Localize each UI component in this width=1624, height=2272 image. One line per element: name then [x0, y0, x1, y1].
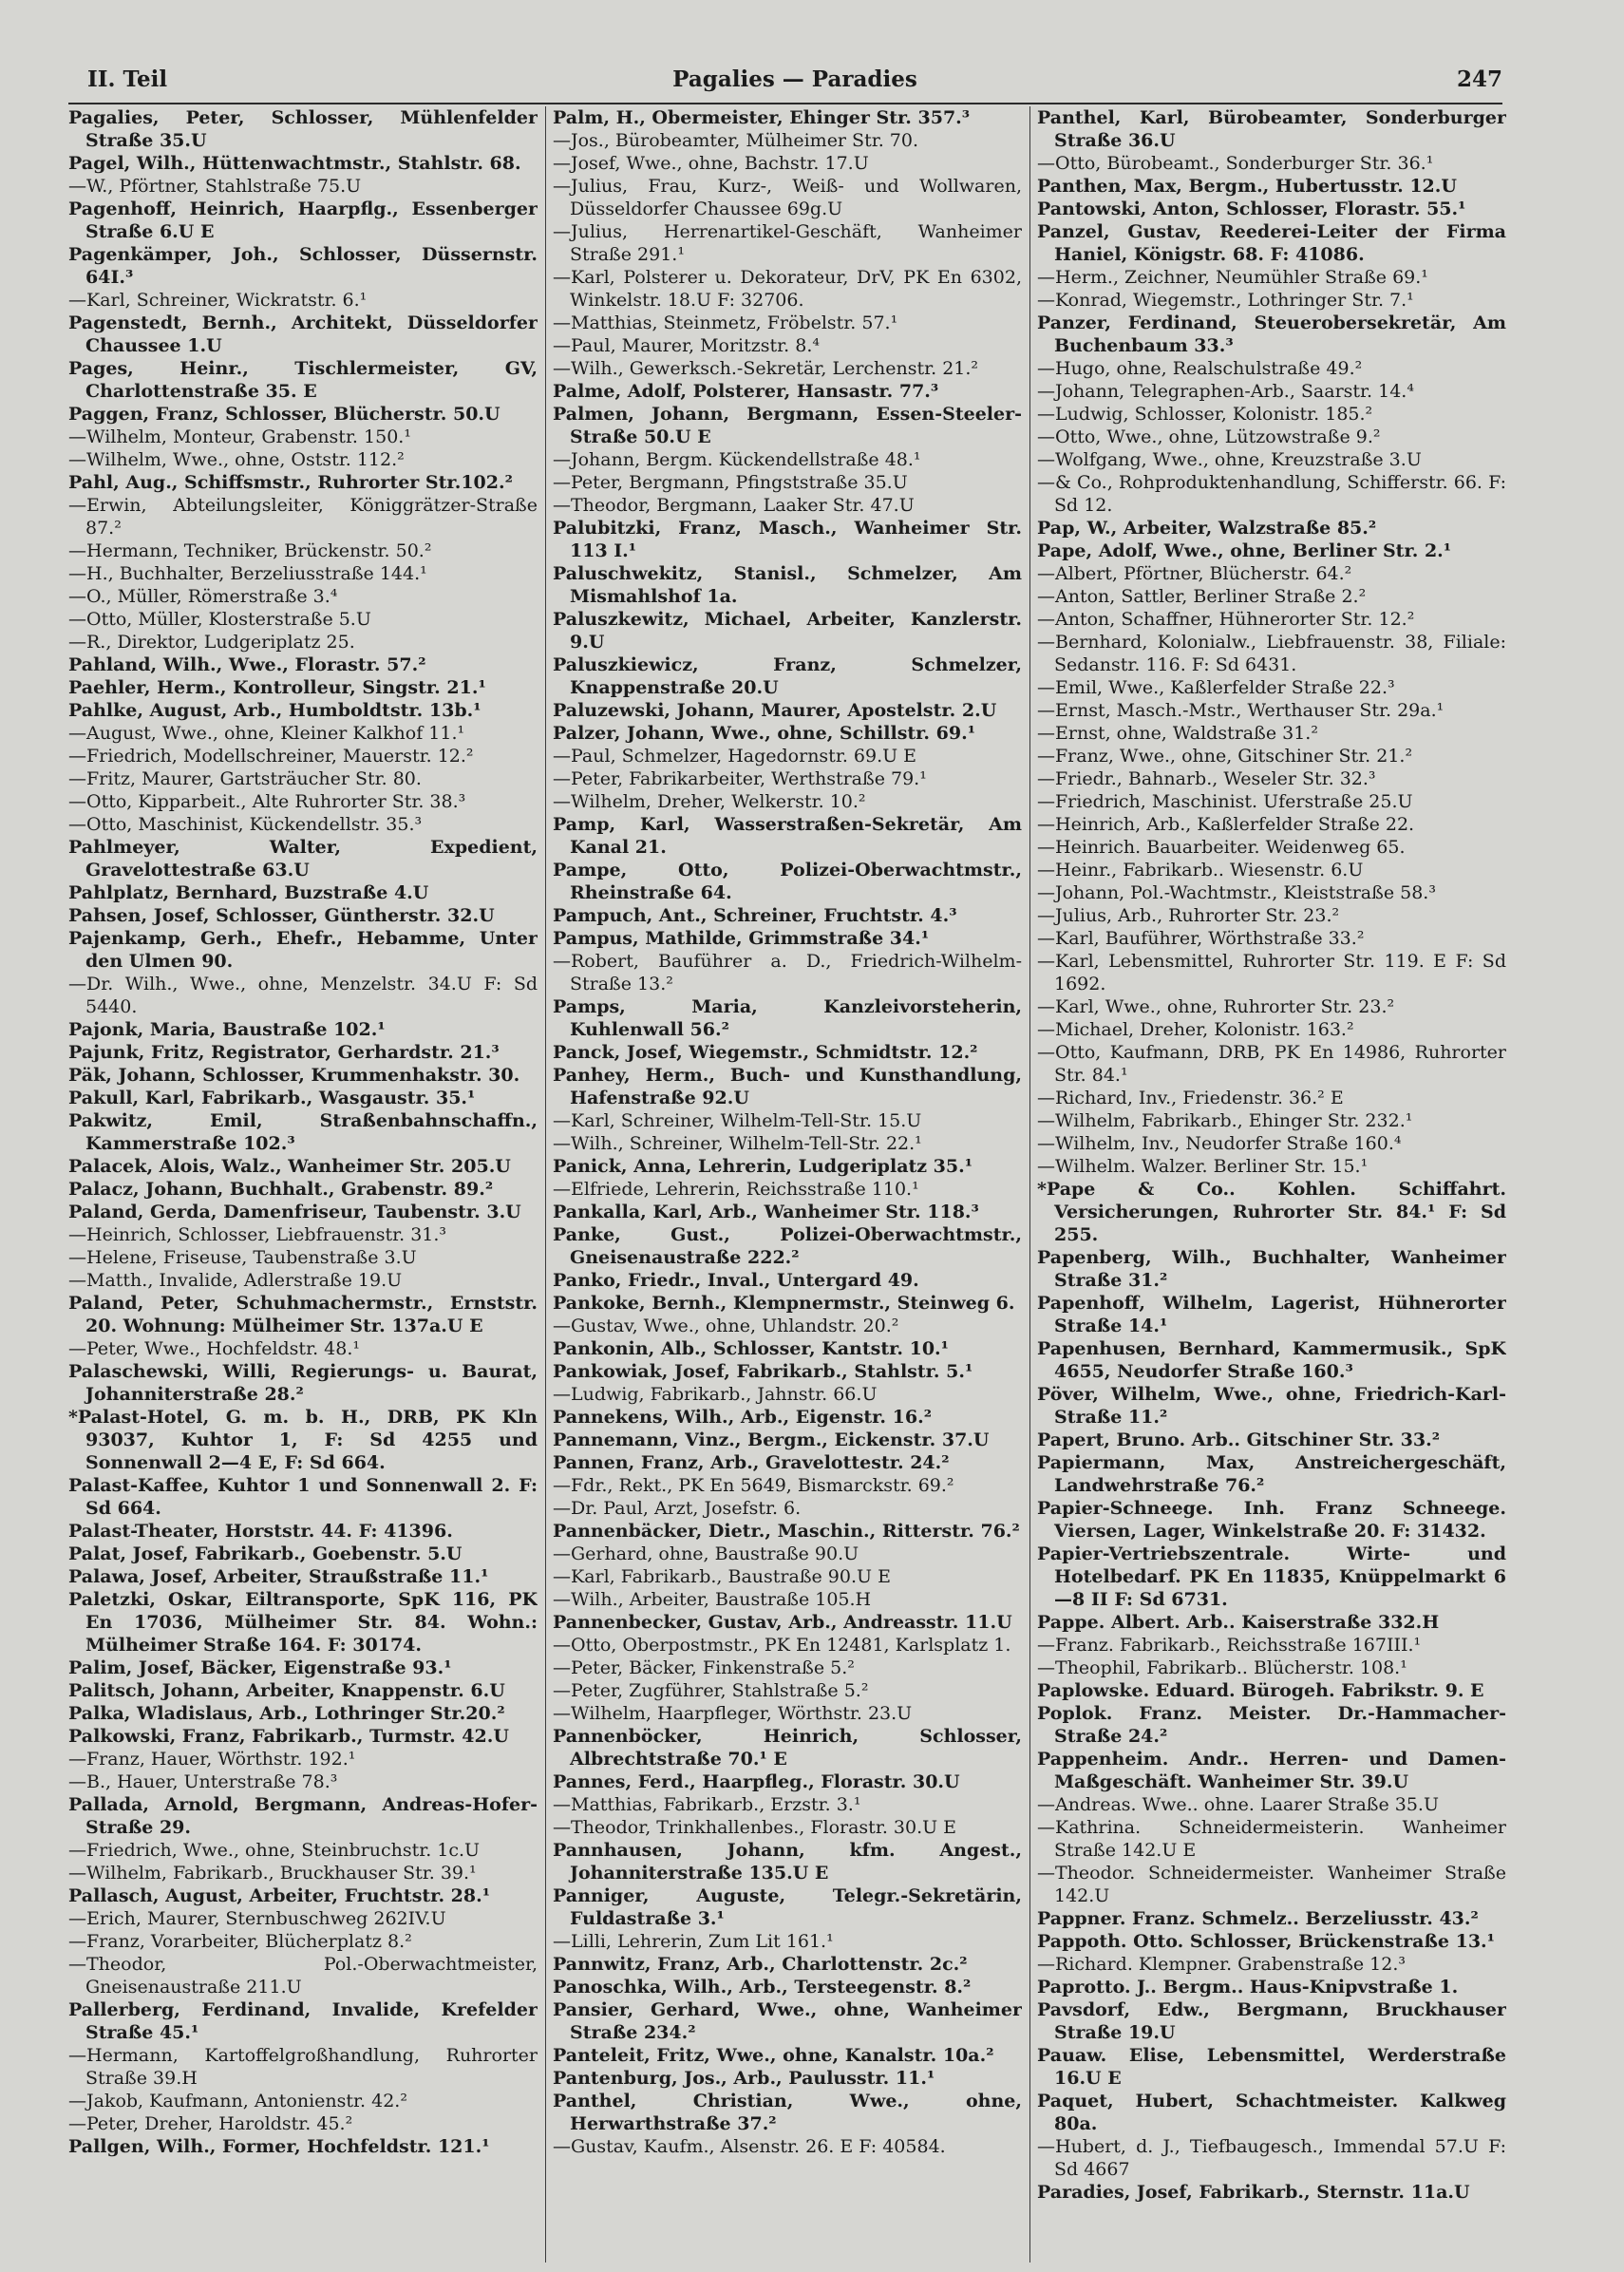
directory-entry: —Hugo, ohne, Realschulstraße 49.² [1037, 358, 1363, 379]
directory-entry: Pape, Adolf, Wwe., ohne, Berliner Str. 2.¹ [1037, 540, 1452, 561]
directory-entry: —Fritz, Maurer, Gartsträucher Str. 80. [68, 768, 422, 789]
directory-entry: Pappner. Franz. Schmelz.. Berzeliusstr. 43.² [1037, 1908, 1479, 1929]
directory-entry: —Matth., Invalide, Adlerstraße 19.U [68, 1270, 403, 1291]
directory-entry: —Johann, Pol.-Wachtmstr., Kleiststraße 58.³ [1037, 882, 1436, 903]
directory-entry: Pavsdorf, Edw., Bergmann, Bruckhauser Straße 19.U [1037, 1999, 1506, 2043]
directory-entry: Palitsch, Johann, Arbeiter, Knappenstr. 6.U [68, 1680, 505, 1701]
directory-entry: Panthen, Max, Bergm., Hubertusstr. 12.U [1037, 176, 1457, 197]
directory-entry: —Wilhelm, Fabrikarb., Ehinger Str. 232.¹ [1037, 1110, 1413, 1131]
directory-entry: —Helene, Friseuse, Taubenstraße 3.U [68, 1247, 417, 1268]
directory-entry: —Otto, Müller, Klosterstraße 5.U [68, 609, 371, 630]
column-2 [553, 106, 1022, 2263]
directory-entry: Palast-Theater, Horststr. 44. F: 41396. [68, 1521, 453, 1542]
directory-entry: Panzer, Ferdinand, Steuerobersekretär, Am Buchenbaum 33.³ [1037, 312, 1506, 356]
directory-entry: Pagalies, Peter, Schlosser, Mühlenfelder Straße 35.U [68, 107, 538, 151]
directory-entry: Palim, Josef, Bäcker, Eigenstraße 93.¹ [68, 1657, 452, 1678]
directory-entry: Pampe, Otto, Polizei-Oberwachtmstr., Rheinstraße 64. [553, 860, 1022, 903]
directory-entry: —Johann, Telegraphen-Arb., Saarstr. 14.⁴ [1037, 381, 1414, 402]
directory-entry: Panke, Gust., Polizei-Oberwachtmstr., Gneisenaustraße 222.² [553, 1224, 1022, 1268]
directory-entry: —Wilh., Gewerksch.-Sekretär, Lerchenstr. 21.² [553, 358, 979, 379]
directory-entry: Paluzewski, Johann, Maurer, Apostelstr. 2.U [553, 700, 997, 721]
directory-entry: Paletzki, Oskar, Eiltransporte, SpK 116, PK En 17036, Mülheimer Str. 84. Wohn.: Mülheimer Straße 164. F: 30174. [68, 1589, 538, 1656]
directory-entry: Papiermann, Max, Anstreichergeschäft, Landwehrstraße 76.² [1037, 1452, 1506, 1496]
directory-entry: —Richard, Inv., Friedenstr. 36.² E [1037, 1088, 1344, 1108]
directory-entry: —Gustav, Wwe., ohne, Uhlandstr. 20.² [553, 1316, 899, 1336]
directory-entry: —Josef, Wwe., ohne, Bachstr. 17.U [553, 153, 869, 174]
directory-entry: —Albert, Pförtner, Blücherstr. 64.² [1037, 563, 1352, 584]
directory-entry: —Erich, Maurer, Sternbuschweg 262IV.U [68, 1908, 446, 1929]
directory-entry: —Elfriede, Lehrerin, Reichsstraße 110.¹ [553, 1179, 919, 1200]
directory-entry: —Wilhelm, Inv., Neudorfer Straße 160.⁴ [1037, 1133, 1402, 1154]
directory-entry: Panniger, Auguste, Telegr.-Sekretärin, Fuldastraße 3.¹ [553, 1885, 1022, 1929]
directory-entry: Paluszkewitz, Michael, Arbeiter, Kanzlerstr. 9.U [553, 609, 1022, 653]
directory-entry: —Otto, Maschinist, Kückendellstr. 35.³ [68, 814, 423, 835]
directory-entry: Panzel, Gustav, Reederei-Leiter der Firma Haniel, Königstr. 68. F: 41086. [1037, 221, 1506, 265]
directory-entry: —Richard. Klempner. Grabenstraße 12.³ [1037, 1954, 1406, 1975]
directory-entry: Päk, Johann, Schlosser, Krummenhakstr. 30. [68, 1065, 520, 1086]
directory-entry: Pagenkämper, Joh., Schlosser, Düssernstr. 64I.³ [68, 244, 538, 288]
directory-entry: —Theodor, Bergmann, Laaker Str. 47.U [553, 495, 915, 516]
directory-entry: —Hermann, Techniker, Brückenstr. 50.² [68, 540, 432, 561]
directory-entry: —Peter, Fabrikarbeiter, Werthstraße 79.¹ [553, 768, 927, 789]
directory-entry: Pampuch, Ant., Schreiner, Fruchtstr. 4.³ [553, 905, 957, 926]
directory-entry: Pages, Heinr., Tischlermeister, GV, Charlottenstraße 35. E [68, 358, 538, 402]
directory-entry: —Franz. Fabrikarb., Reichsstraße 167III.¹ [1037, 1635, 1422, 1656]
directory-entry: —Friedrich, Maschinist. Uferstraße 25.U [1037, 791, 1413, 812]
directory-entry: Papert, Bruno. Arb.. Gitschiner Str. 33.² [1037, 1429, 1441, 1450]
directory-entry: —Matthias, Steinmetz, Fröbelstr. 57.¹ [553, 312, 898, 333]
directory-entry: —Wilh., Schreiner, Wilhelm-Tell-Str. 22.¹ [553, 1133, 922, 1154]
directory-entry: —Julius, Frau, Kurz-, Weiß- und Wollwaren, Düsseldorfer Chaussee 69g.U [553, 176, 1022, 219]
directory-entry: —Konrad, Wiegemstr., Lothringer Str. 7.¹ [1037, 290, 1414, 311]
directory-entry: Paggen, Franz, Schlosser, Blücherstr. 50.U [68, 404, 500, 425]
directory-entry: —Anton, Sattler, Berliner Straße 2.² [1037, 586, 1367, 607]
directory-entry: —Fdr., Rekt., PK En 5649, Bismarckstr. 69.² [553, 1475, 954, 1496]
page-header [87, 63, 1502, 101]
directory-entry: Pankowiak, Josef, Fabrikarb., Stahlstr. 5.¹ [553, 1361, 973, 1382]
directory-entry: —Friedr., Bahnarb., Weseler Str. 32.³ [1037, 768, 1376, 789]
directory-entry: Panthel, Christian, Wwe., ohne, Herwarthstraße 37.² [553, 2091, 1022, 2134]
directory-entry: Palmen, Johann, Bergmann, Essen-Steeler-Straße 50.U E [553, 404, 1022, 447]
directory-entry: —Andreas. Wwe.. ohne. Laarer Straße 35.U [1037, 1794, 1439, 1815]
directory-entry: —Karl, Wwe., ohne, Ruhrorter Str. 23.² [1037, 996, 1395, 1017]
directory-entry: Pampus, Mathilde, Grimmstraße 34.¹ [553, 928, 930, 949]
directory-entry: Papier-Vertriebszentrale. Wirte- und Hotelbedarf. PK En 11835, Knüppelmarkt 6—8 II F: Sd 6731. [1037, 1543, 1506, 1610]
directory-entry: —Wilhelm, Haarpfleger, Wörthstr. 23.U [553, 1703, 913, 1724]
directory-entry: Palme, Adolf, Polsterer, Hansastr. 77.³ [553, 381, 939, 402]
directory-entry: Pöver, Wilhelm, Wwe., ohne, Friedrich-Karl-Straße 11.² [1037, 1384, 1506, 1428]
directory-entry: Pansier, Gerhard, Wwe., ohne, Wanheimer Straße 234.² [553, 1999, 1022, 2043]
directory-entry: —Paul, Schmelzer, Hagedornstr. 69.U E [553, 746, 917, 767]
directory-entry: —Jakob, Kaufmann, Antonienstr. 42.² [68, 2091, 407, 2111]
directory-entry: —Wilh., Arbeiter, Baustraße 105.H [553, 1589, 872, 1610]
directory-entry: Pagel, Wilh., Hüttenwachtmstr., Stahlstr. 68. [68, 153, 521, 174]
directory-entry: *Pape & Co.. Kohlen. Schiffahrt. Versicherungen, Ruhrorter Str. 84.¹ F: Sd 255. [1037, 1179, 1506, 1245]
directory-entry: Palacz, Johann, Buchhalt., Grabenstr. 89.² [68, 1179, 494, 1200]
directory-entry: —Peter, Zugführer, Stahlstraße 5.² [553, 1680, 869, 1701]
directory-entry: —Anton, Schaffner, Hühnerorter Str. 12.² [1037, 609, 1415, 630]
directory-entry: —Otto, Bürobeamt., Sonderburger Str. 36.¹ [1037, 153, 1434, 174]
directory-entry: Palawa, Josef, Arbeiter, Straußstraße 11.¹ [68, 1566, 489, 1587]
directory-entry: —H., Buchhalter, Berzeliusstraße 144.¹ [68, 563, 427, 584]
directory-entry: —Friedrich, Wwe., ohne, Steinbruchstr. 1c.U [68, 1840, 481, 1861]
directory-entry: —Peter, Bergmann, Pfingststraße 35.U [553, 472, 908, 493]
directory-entry: Pankoke, Bernh., Klempnermstr., Steinweg 6. [553, 1293, 1015, 1314]
directory-entry: Pahlke, August, Arb., Humboldtstr. 13b.¹ [68, 700, 482, 721]
directory-entry: Pamps, Maria, Kanzleivorsteherin, Kuhlenwall 56.² [553, 996, 1022, 1040]
directory-entry: —Wilhelm, Fabrikarb., Bruckhauser Str. 39.¹ [68, 1863, 477, 1884]
directory-entry: —W., Pförtner, Stahlstraße 75.U [68, 176, 362, 197]
directory-entry: Pallada, Arnold, Bergmann, Andreas-Hofer-Straße 29. [68, 1794, 538, 1838]
directory-entry: Panick, Anna, Lehrerin, Ludgeriplatz 35.¹ [553, 1156, 973, 1177]
directory-entry: Poplok. Franz. Meister. Dr.-Hammacher-Straße 24.² [1037, 1703, 1506, 1747]
directory-entry: Pantenburg, Jos., Arb., Paulusstr. 11.¹ [553, 2068, 935, 2089]
directory-entry: Panhey, Herm., Buch- und Kunsthandlung, Hafenstraße 92.U [553, 1065, 1022, 1108]
directory-entry: —Heinrich. Bauarbeiter. Weidenweg 65. [1037, 837, 1406, 858]
directory-entry: Papenhoff, Wilhelm, Lagerist, Hühnerorter Straße 14.¹ [1037, 1293, 1506, 1336]
directory-entry: Palzer, Johann, Wwe., ohne, Schillstr. 69.¹ [553, 723, 976, 744]
directory-entry: —Wilhelm, Wwe., ohne, Oststr. 112.² [68, 449, 405, 470]
directory-entry: Paradies, Josef, Fabrikarb., Sternstr. 11a.U [1037, 2182, 1470, 2203]
directory-entry: Paluszkiewicz, Franz, Schmelzer, Knappenstraße 20.U [553, 654, 1022, 698]
directory-entry: Palm, H., Obermeister, Ehinger Str. 357.³ [553, 107, 971, 128]
directory-entry: —Heinrich, Arb., Kaßlerfelder Straße 22. [1037, 814, 1415, 835]
directory-entry: —Otto, Kaufmann, DRB, PK En 14986, Ruhrorter Str. 84.¹ [1037, 1042, 1506, 1086]
directory-entry: Pagenstedt, Bernh., Architekt, Düsseldorfer Chaussee 1.U [68, 312, 538, 356]
directory-entry: —Dr. Paul, Arzt, Josefstr. 6. [553, 1498, 802, 1519]
directory-entry: —Theodor. Schneidermeister. Wanheimer Straße 142.U [1037, 1863, 1506, 1906]
directory-entry: Pahsen, Josef, Schlosser, Güntherstr. 32.U [68, 905, 495, 926]
directory-entry: —Wilhelm, Monteur, Grabenstr. 150.¹ [68, 426, 411, 447]
directory-entry: Panoschka, Wilh., Arb., Tersteegenstr. 8.² [553, 1977, 972, 1997]
directory-entry: Pankonin, Alb., Schlosser, Kantstr. 10.¹ [553, 1338, 949, 1359]
directory-entry: Pahl, Aug., Schiffsmstr., Ruhrorter Str.102.² [68, 472, 513, 493]
directory-entry: —Franz, Hauer, Wörthstr. 192.¹ [68, 1749, 356, 1770]
directory-entry: Paland, Peter, Schuhmachermstr., Ernststr. 20. Wohnung: Mülheimer Str. 137a.U E [68, 1293, 538, 1336]
directory-entry: —August, Wwe., ohne, Kleiner Kalkhof 11.¹ [68, 723, 465, 744]
directory-entry: *Palast-Hotel, G. m. b. H., DRB, PK Kln 93037, Kuhtor 1, F: Sd 4255 und Sonnenwall 2—4 E, F: Sd 664. [68, 1407, 538, 1473]
directory-entry: Palubitzki, Franz, Masch., Wanheimer Str. 113 I.¹ [553, 518, 1022, 561]
directory-entry: —R., Direktor, Ludgeriplatz 25. [68, 632, 355, 653]
directory-entry: Paehler, Herm., Kontrolleur, Singstr. 21.¹ [68, 677, 486, 698]
directory-entry: —Theodor, Trinkhallenbes., Florastr. 30.U E [553, 1817, 957, 1838]
directory-entry: —Paul, Maurer, Moritzstr. 8.⁴ [553, 335, 820, 356]
directory-entry: —Karl, Polsterer u. Dekorateur, DrV, PK En 6302, Winkelstr. 18.U F: 32706. [553, 267, 1022, 311]
directory-entry: Pankalla, Karl, Arb., Wanheimer Str. 118.³ [553, 1202, 979, 1222]
directory-entry: —Ludwig, Schlosser, Kolonistr. 185.² [1037, 404, 1373, 425]
directory-entry: Papenhusen, Bernhard, Kammermusik., SpK 4655, Neudorfer Straße 160.³ [1037, 1338, 1506, 1382]
directory-entry: Pap, W., Arbeiter, Walzstraße 85.² [1037, 518, 1377, 539]
directory-entry: —O., Müller, Römerstraße 3.⁴ [68, 586, 338, 607]
directory-entry: —Otto, Kipparbeit., Alte Ruhrorter Str. 38.³ [68, 791, 466, 812]
directory-entry: Pallasch, August, Arbeiter, Fruchtstr. 28.¹ [68, 1885, 491, 1906]
directory-entry: —Wilhelm, Dreher, Welkerstr. 10.² [553, 791, 866, 812]
directory-entry: Pappoth. Otto. Schlosser, Brückenstraße 13.¹ [1037, 1931, 1495, 1952]
directory-entry: Pajonk, Maria, Baustraße 102.¹ [68, 1019, 386, 1040]
directory-entry: Pahlplatz, Bernhard, Buzstraße 4.U [68, 882, 429, 903]
directory-entry: —Otto, Oberpostmstr., PK En 12481, Karlsplatz 1. [553, 1635, 1011, 1656]
directory-entry: Pakull, Karl, Fabrikarb., Wasgaustr. 35.¹ [68, 1088, 476, 1108]
directory-entry: —Hermann, Kartoffelgroßhandlung, Ruhrorter Straße 39.H [68, 2045, 538, 2089]
page-number: 247 [1456, 66, 1502, 92]
directory-entry: Paplowske. Eduard. Bürogeh. Fabrikstr. 9. E [1037, 1680, 1484, 1701]
directory-entry: —Peter, Wwe., Hochfeldstr. 48.¹ [68, 1338, 360, 1359]
column-1 [68, 106, 538, 2263]
section-label: II. Teil [87, 66, 168, 92]
directory-entry: Palat, Josef, Fabrikarb., Goebenstr. 5.U [68, 1543, 463, 1564]
header-rule [68, 103, 1502, 104]
directory-entry: —Dr. Wilh., Wwe., ohne, Menzelstr. 34.U F: Sd 5440. [68, 974, 538, 1017]
directory-entry: —Ernst, Masch.-Mstr., Werthauser Str. 29a.¹ [1037, 700, 1445, 721]
directory-entry: Paland, Gerda, Damenfriseur, Taubenstr. 3.U [68, 1202, 521, 1222]
directory-entry: Papenberg, Wilh., Buchhalter, Wanheimer Straße 31.² [1037, 1247, 1506, 1291]
directory-entry: Pantowski, Anton, Schlosser, Florastr. 55.¹ [1037, 199, 1466, 219]
directory-entry: Pauaw. Elise, Lebensmittel, Werderstraße 16.U E [1037, 2045, 1506, 2089]
directory-entry: Pajunk, Fritz, Registrator, Gerhardstr. 21.³ [68, 1042, 500, 1063]
running-title: Pagalies — Paradies [672, 66, 917, 92]
directory-entry: —Theophil, Fabrikarb.. Blücherstr. 108.¹ [1037, 1657, 1407, 1678]
directory-entry: —Peter, Dreher, Haroldstr. 45.² [68, 2113, 353, 2134]
directory-entry: —Ernst, ohne, Waldstraße 31.² [1037, 723, 1318, 744]
directory-entry: —Franz, Vorarbeiter, Blücherplatz 8.² [68, 1931, 412, 1952]
directory-entry: —Karl, Lebensmittel, Ruhrorter Str. 119. E F: Sd 1692. [1037, 951, 1506, 994]
directory-entry: Palkowski, Franz, Fabrikarb., Turmstr. 42.U [68, 1726, 509, 1747]
directory-entry: Palacek, Alois, Walz., Wanheimer Str. 205.U [68, 1156, 511, 1177]
directory-entry: —Peter, Bäcker, Finkenstraße 5.² [553, 1657, 855, 1678]
directory-entry: —Karl, Schreiner, Wilhelm-Tell-Str. 15.U [553, 1110, 922, 1131]
directory-entry: —Robert, Bauführer a. D., Friedrich-Wilhelm-Straße 13.² [553, 951, 1022, 994]
directory-entry: Pannenböcker, Heinrich, Schlosser, Albrechtstraße 70.¹ E [553, 1726, 1022, 1770]
directory-entry: —Franz, Wwe., ohne, Gitschiner Str. 21.² [1037, 746, 1413, 767]
directory-entry: —Julius, Herrenartikel-Geschäft, Wanheimer Straße 291.¹ [553, 221, 1022, 265]
directory-entry: Palast-Kaffee, Kuhtor 1 und Sonnenwall 2. F: Sd 664. [68, 1475, 538, 1519]
directory-entry: —Kathrina. Schneidermeisterin. Wanheimer Straße 142.U E [1037, 1817, 1506, 1861]
directory-entry: Panck, Josef, Wiegemstr., Schmidtstr. 12.² [553, 1042, 978, 1063]
directory-entry: Palaschewski, Willi, Regierungs- u. Baurat, Johanniterstraße 28.² [68, 1361, 538, 1405]
directory-entry: —Otto, Wwe., ohne, Lützowstraße 9.² [1037, 426, 1381, 447]
directory-entry: —Karl, Schreiner, Wickratstr. 6.¹ [68, 290, 368, 311]
directory-entry: Pahlmeyer, Walter, Expedient, Gravelottestraße 63.U [68, 837, 538, 880]
directory-entry: Panteleit, Fritz, Wwe., ohne, Kanalstr. 10a.² [553, 2045, 994, 2066]
directory-entry: —Lilli, Lehrerin, Zum Lit 161.¹ [553, 1931, 834, 1952]
directory-entry: Pannenbäcker, Dietr., Maschin., Ritterstr. 76.² [553, 1521, 1020, 1542]
directory-entry: Pallgen, Wilh., Former, Hochfeldstr. 121.¹ [68, 2136, 490, 2157]
directory-entry: —B., Hauer, Unterstraße 78.³ [68, 1771, 338, 1792]
directory-entry: Pannhausen, Johann, kfm. Angest., Johanniterstraße 135.U E [553, 1840, 1022, 1884]
column-divider [1029, 106, 1030, 2263]
directory-entry: —& Co., Rohproduktenhandlung, Schifferstr. 66. F: Sd 12. [1037, 472, 1506, 516]
directory-entry: Pajenkamp, Gerh., Ehefr., Hebamme, Unter den Ulmen 90. [68, 928, 538, 972]
directory-entry: Pappenheim. Andr.. Herren- und Damen-Maßgeschäft. Wanheimer Str. 39.U [1037, 1749, 1506, 1792]
directory-entry: Pannes, Ferd., Haarpfleg., Florastr. 30.U [553, 1771, 960, 1792]
directory-entry: —Jos., Bürobeamter, Mülheimer Str. 70. [553, 130, 919, 151]
directory-entry: Pannekens, Wilh., Arb., Eigenstr. 16.² [553, 1407, 933, 1428]
directory-entry: Pannenbecker, Gustav, Arb., Andreasstr. 11.U [553, 1612, 1012, 1633]
directory-entry: —Herm., Zeichner, Neumühler Straße 69.¹ [1037, 267, 1428, 288]
column-divider [545, 106, 546, 2263]
directory-entry: —Ludwig, Fabrikarb., Jahnstr. 66.U [553, 1384, 878, 1405]
directory-entry: Pannemann, Vinz., Bergm., Eickenstr. 37.U [553, 1429, 990, 1450]
directory-entry: Paluschwekitz, Stanisl., Schmelzer, Am Mismahlshof 1a. [553, 563, 1022, 607]
column-3 [1037, 106, 1506, 2263]
directory-entry: Palka, Wladislaus, Arb., Lothringer Str.20.² [68, 1703, 505, 1724]
directory-entry: —Matthias, Fabrikarb., Erzstr. 3.¹ [553, 1794, 861, 1815]
directory-entry: Pamp, Karl, Wasserstraßen-Sekretär, Am Kanal 21. [553, 814, 1022, 858]
directory-entry: Pahland, Wilh., Wwe., Florastr. 57.² [68, 654, 426, 675]
directory-entry: Pallerberg, Ferdinand, Invalide, Krefelder Straße 45.¹ [68, 1999, 538, 2043]
directory-entry: —Wolfgang, Wwe., ohne, Kreuzstraße 3.U [1037, 449, 1422, 470]
directory-entry: —Michael, Dreher, Kolonistr. 163.² [1037, 1019, 1354, 1040]
directory-entry: —Wilhelm. Walzer. Berliner Str. 15.¹ [1037, 1156, 1369, 1177]
directory-entry: Pakwitz, Emil, Straßenbahnschaffn., Kammerstraße 102.³ [68, 1110, 538, 1154]
directory-entry: —Karl, Bauführer, Wörthstraße 33.² [1037, 928, 1365, 949]
directory-entry: Paquet, Hubert, Schachtmeister. Kalkweg 80a. [1037, 2091, 1506, 2134]
directory-entry: —Theodor, Pol.-Oberwachtmeister, Gneisenaustraße 211.U [68, 1954, 538, 1997]
directory-entry: Panko, Friedr., Inval., Untergard 49. [553, 1270, 919, 1291]
directory-entry: —Johann, Bergm. Kückendellstraße 48.¹ [553, 449, 921, 470]
directory-entry: —Bernhard, Kolonialw., Liebfrauenstr. 38, Filiale: Sedanstr. 116. F: Sd 6431. [1037, 632, 1506, 675]
directory-entry: —Gustav, Kaufm., Alsenstr. 26. E F: 40584. [553, 2136, 946, 2157]
directory-entry: —Heinrich, Schlosser, Liebfrauenstr. 31.³ [68, 1224, 447, 1245]
directory-entry: Papier-Schneege. Inh. Franz Schneege. Viersen, Lager, Winkelstraße 20. F: 31432. [1037, 1498, 1506, 1542]
directory-entry: —Heinr., Fabrikarb.. Wiesenstr. 6.U [1037, 860, 1364, 880]
directory-entry: —Gerhard, ohne, Baustraße 90.U [553, 1543, 859, 1564]
directory-entry: Pannwitz, Franz, Arb., Charlottenstr. 2c.² [553, 1954, 968, 1975]
directory-entry: Pagenhoff, Heinrich, Haarpflg., Essenberger Straße 6.U E [68, 199, 538, 242]
directory-entry: —Emil, Wwe., Kaßlerfelder Straße 22.³ [1037, 677, 1395, 698]
directory-entry: —Hubert, d. J., Tiefbaugesch., Immendal 57.U F: Sd 4667 [1037, 2136, 1506, 2180]
directory-entry: —Friedrich, Modellschreiner, Mauerstr. 12.² [68, 746, 474, 767]
directory-entry: Panthel, Karl, Bürobeamter, Sonderburger Straße 36.U [1037, 107, 1506, 151]
directory-entry: —Erwin, Abteilungsleiter, Königgrätzer-Straße 87.² [68, 495, 538, 539]
directory-entry: —Karl, Fabrikarb., Baustraße 90.U E [553, 1566, 891, 1587]
directory-entry: Pappe. Albert. Arb.. Kaiserstraße 332.H [1037, 1612, 1440, 1633]
directory-entry: Pannen, Franz, Arb., Gravelottestr. 24.² [553, 1452, 950, 1473]
directory-entry: —Julius, Arb., Ruhrorter Str. 23.² [1037, 905, 1340, 926]
directory-entry: Paprotto. J.. Bergm.. Haus-Knipvstraße 1. [1037, 1977, 1459, 1997]
